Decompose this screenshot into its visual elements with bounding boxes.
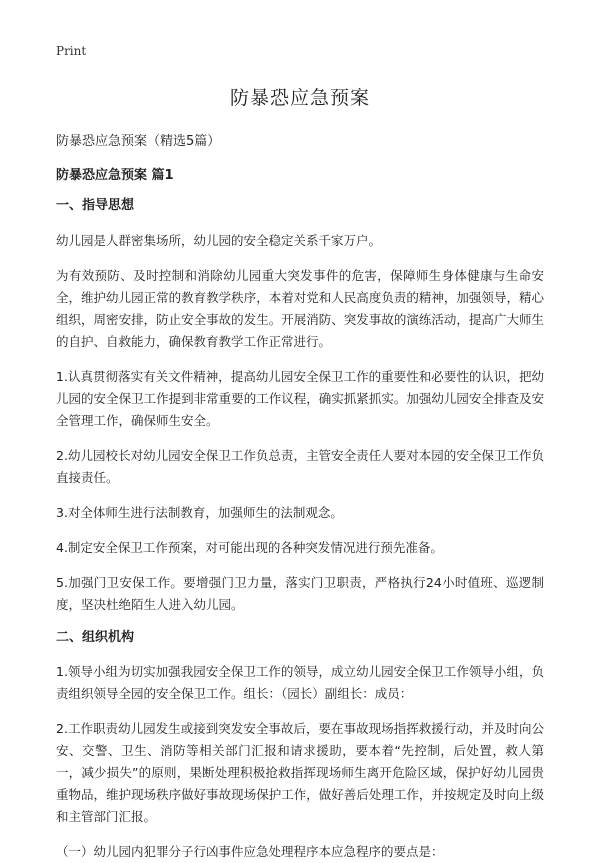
paragraph: 4.制定安全保卫工作预案，对可能出现的各种突发情况进行预先准备。 (56, 539, 443, 555)
paragraph: 2.工作职责幼儿园发生或接到突发安全事故后，要在事故现场指挥救援行动，并及时向公安、交警、卫生、消防等相关部门汇报和请求援助，要本着“先控制，后处置，救人第一，减少损失”的原则，果断处理积极抢救指挥现场师生离开危险区域，保护好幼儿园贵重物品，维护现场秩序做好事故现场保护工作，做好善后处理工作，并按规定及时向上级和主管部门汇报。 (56, 720, 544, 824)
paragraph: 幼儿园是人群密集场所，幼儿园的安全稳定关系千家万户。 (56, 232, 382, 248)
document-subtitle: 防暴恐应急预案（精选5篇） (56, 134, 221, 150)
paragraph: 3.对全体师生进行法制教育，加强师生的法制观念。 (56, 504, 343, 520)
paragraph: 1.领导小组为切实加强我园安全保卫工作的领导，成立幼儿园安全保卫工作领导小组，负责组织领导全园的安全保卫工作。组长：（园长）副组长：成员： (56, 663, 544, 701)
document-title: 防暴恐应急预案 (229, 87, 370, 110)
section-heading-organization: 二、组织机构 (56, 629, 135, 645)
paragraph: 为有效预防、及时控制和消除幼儿园重大突发事件的危害，保障师生身体健康与生命安全，维护幼儿园正常的教育教学秩序，本着对党和人民高度负责的精神，加强领导，精心组织，周密安排，防止安全事故的发生。开展消防、突发事故的演练活动，提高广大师生的自护、自救能力，确保教育教学工作正常进行。 (56, 267, 544, 349)
section-heading-guiding-ideology: 一、指导思想 (56, 198, 135, 214)
paragraph: （一）幼儿园内犯罪分子行凶事件应急处理程序本应急程序的要点是： (56, 843, 444, 859)
paragraph: 2.幼儿园校长对幼儿园安全保卫工作负总责，主管安全责任人要对本园的安全保卫工作负直接责任。 (56, 447, 544, 485)
paragraph: 1.认真贯彻落实有关文件精神，提高幼儿园安全保卫工作的重要性和必要性的认识，把幼儿园的安全保卫工作提到非常重要的工作议程，确实抓紧抓实。加强幼儿园安全排查及安全管理工作，确保师生安全。 (56, 368, 544, 428)
article-title: 防暴恐应急预案 篇1 (56, 168, 174, 184)
paragraph: 5.加强门卫安保工作。要增强门卫力量，落实门卫职责，严格执行24小时值班、巡逻制度，坚决杜绝陌生人进入幼儿园。 (56, 574, 544, 612)
print-link[interactable]: Print (56, 44, 87, 58)
